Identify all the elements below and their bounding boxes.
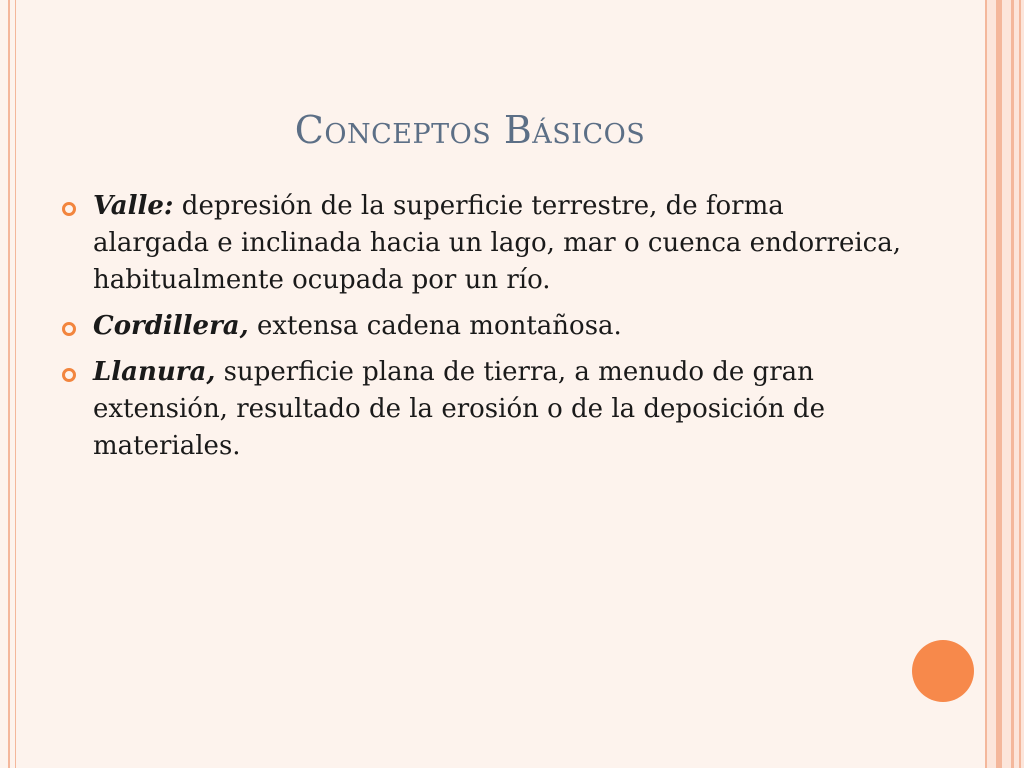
term-label: Valle: [93,191,174,221]
right-border-line [1019,0,1021,768]
right-border-line [985,0,987,768]
right-border-line [996,0,1002,768]
term-definition: superficie plana de tierra, a menudo de gran extensión, resultado de la erosión o de la deposición de materiales. [93,357,825,461]
bullet-list [62,188,902,474]
circle-bullet-icon [62,368,76,382]
bullet-item-cordillera [62,308,902,345]
term-label: Llanura, [93,357,216,387]
slide-title: Conceptos Básicos [294,108,646,152]
circle-bullet-icon [62,322,76,336]
bullet-item-valle [62,188,902,299]
term-definition: depresión de la superficie terrestre, de forma alargada e inclinada hacia un lago, mar o cuenca endorreica, habitualmente ocupada por un río. [93,191,901,295]
term-definition: extensa cadena montañosa. [248,311,622,341]
circle-bullet-icon [62,202,76,216]
decorative-circle [912,640,974,702]
right-border-line [1011,0,1014,768]
term-label: Cordillera, [93,311,249,341]
bullet-item-llanura [62,354,902,465]
